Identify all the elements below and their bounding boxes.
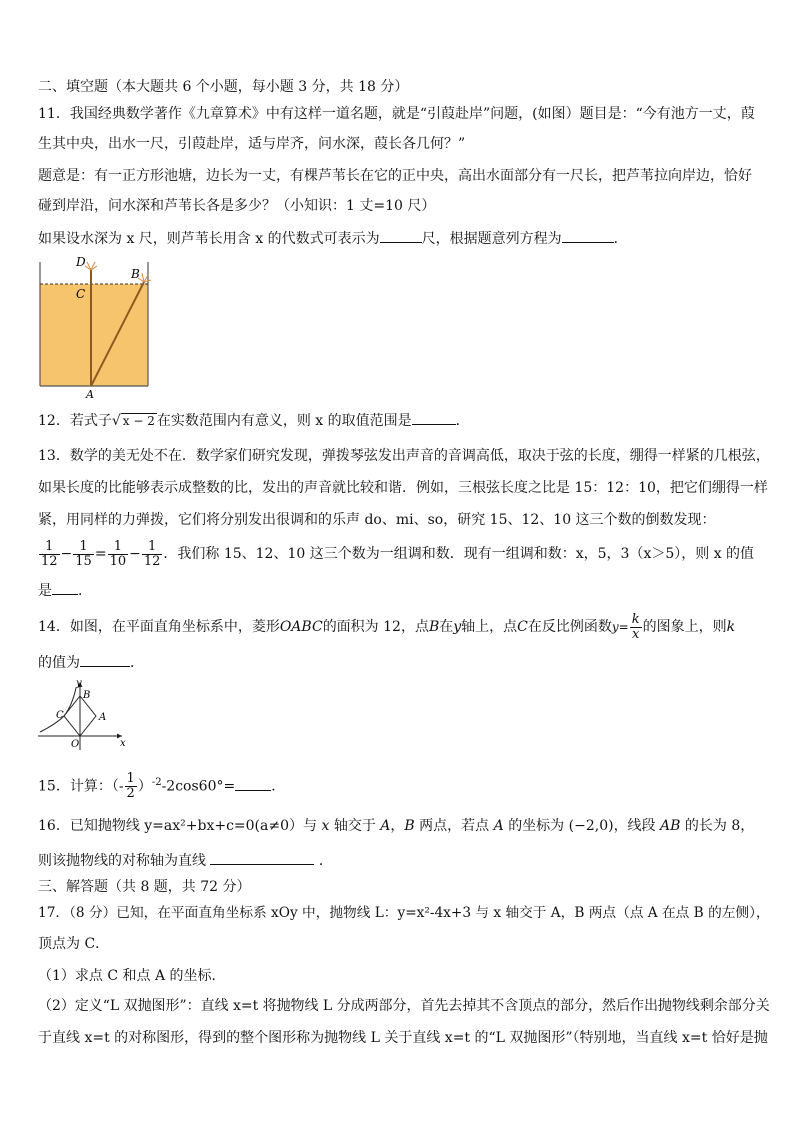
q13-text-4: ．我们称 15、12、10 这三个数为一组调和数．现有一组调和数：x，5，3（x＞5），则 x 的值 xyxy=(163,546,755,562)
reed-top-icon xyxy=(85,262,151,282)
q11-line-4: 碰到岸沿，问水深和芦苇长各是多少？（小知识：1 丈=10 尺） xyxy=(38,198,436,214)
q17-line-4: （2）定义“L 双抛图形”：直线 x=t 将抛物线 L 分成两部分，首先去掉其不含顶点的部分，然后作出抛物线剩余部分关 xyxy=(38,998,770,1014)
label-D: D xyxy=(76,255,86,269)
q15-frac: $\frac{1}{2}$ xyxy=(126,771,135,802)
q13-frac-4: $\frac{1}{12}$ xyxy=(143,538,161,569)
q14-frac-k-over-x: $\frac{k}{x}$ xyxy=(631,611,640,642)
q14-line-1: 14．如图，在平面直角坐标系中，菱形OABC的面积为 12，点B在y轴上，点C在反比例函数y= $\frac{k}{x}$ 的图象上，则k xyxy=(38,611,736,642)
q11-pond-figure xyxy=(36,252,156,400)
q12-text-a: 12．若式子 xyxy=(38,413,112,429)
q14-rhombus-figure xyxy=(36,680,132,752)
section-3-header: 三、解答题（共 8 题，共 72 分） xyxy=(38,879,251,895)
q11-text-c: ． xyxy=(613,231,628,247)
q17-line-3: （1）求点 C 和点 A 的坐标． xyxy=(38,968,226,984)
fig-label-x: x xyxy=(120,738,126,749)
q13-line-5: 是 ． xyxy=(38,580,92,601)
q17-line-1: 17．（8 分）已知，在平面直角坐标系 xOy 中，抛物线 L：y=x²-4x+3 与 x 轴交于 A，B 两点（点 A 在点 B 的左侧）， xyxy=(38,905,770,921)
fig-label-C: C xyxy=(56,710,64,721)
q11-line-2: 生其中央，出水一尺，引葭赴岸，适与岸齐，问水深，葭长各几何？” xyxy=(38,136,466,152)
q14-blank[interactable] xyxy=(80,652,130,667)
q13-line-3: 紧，用同样的力弹拨，它们将分别发出很调和的乐声 do、mi、so，研究 15、12、10 这三个数的倒数发现： xyxy=(38,512,716,528)
q17-line-5: 于直线 x=t 的对称图形，得到的整个图形称为抛物线 L 关于直线 x=t 的“L 双抛图形”（特别地，当直线 x=t 恰好是抛 xyxy=(38,1030,768,1046)
q15-line: 15．计算：（- $\frac{1}{2}$ ）$^{-2}$-2cos60°= ． xyxy=(38,771,286,802)
q16-blank[interactable] xyxy=(210,850,314,865)
q11-line-1: 11．我国经典数学著作《九章算术》中有这样一道名题，就是“引葭赴岸”问题，(如图）题目是：“今有池方一丈，葭 xyxy=(38,106,755,122)
q12-text-c: ． xyxy=(455,413,470,429)
q11-line-3: 题意是：有一正方形池塘，边长为一丈，有棵芦苇长在它的正中央，高出水面部分有一尺长，把芦苇拉向岸边，恰好 xyxy=(38,168,752,184)
q13-frac-1: $\frac{1}{12}$ xyxy=(41,538,58,569)
fig-label-A: A xyxy=(99,712,107,723)
q11-blank-2[interactable] xyxy=(562,228,614,243)
q13-line-4: $\frac{1}{12}$ − $\frac{1}{15}$ = $\frac{1}{10}$ − $\frac{1}{12}$ ．我们称 15、12、10 这三个数为一组调和数．现有一组调和数：x，5，3（x＞5），则 x 的值 xyxy=(41,538,755,569)
q13-line-2: 如果长度的比能够表示成整数的比，发出的声音就比较和谐．例如，三根弦长度之比是 15：12：10，把它们绷得一样 xyxy=(38,480,768,496)
q11-blank-1[interactable] xyxy=(380,228,422,243)
label-A: A xyxy=(86,388,94,400)
q16-line-2: 则该抛物线的对称轴为直线 ． xyxy=(38,850,333,871)
q11-line-5 xyxy=(38,228,628,249)
water-area xyxy=(40,284,148,386)
q12-blank[interactable] xyxy=(412,410,456,425)
q15-blank[interactable] xyxy=(235,776,271,791)
q17-line-2: 顶点为 C． xyxy=(38,936,110,952)
q13-line-1: 13．数学的美无处不在．数学家们研究发现，弹拨琴弦发出声音的音调高低，取决于弦的长度，绷得一样紧的几根弦， xyxy=(38,448,770,464)
q11-text-b: 尺，根据题意列方程为 xyxy=(421,231,562,247)
fig-label-O: O xyxy=(71,739,80,750)
q13-blank[interactable] xyxy=(52,580,78,595)
label-B: B xyxy=(131,267,140,281)
q12-line: 12．若式子√ x − 2 在实数范围内有意义，则 x 的取值范围是 ． xyxy=(38,410,470,431)
q13-frac-3: $\frac{1}{10}$ xyxy=(109,538,127,569)
q13-frac-2: $\frac{1}{15}$ xyxy=(75,538,92,569)
q14-line-2: 的值为 ． xyxy=(38,652,144,673)
q12-radicand: x − 2 xyxy=(122,414,155,428)
label-C: C xyxy=(76,287,86,301)
q11-text-a: 如果设水深为 x 尺，则芦苇长用含 x 的代数式可表示为 xyxy=(38,231,380,247)
q16-line-1: 16．已知抛物线 y=ax²+bx+c=0(a≠0）与 x 轴交于 A，B 两点，若点 A 的坐标为 (−2,0)，线段 AB 的长为 8， xyxy=(38,818,755,834)
fig-label-y: y xyxy=(76,680,82,689)
section-2-header: 二、填空题（本大题共 6 个小题，每小题 3 分，共 18 分） xyxy=(38,79,409,95)
q12-text-b: 在实数范围内有意义，则 x 的取值范围是 xyxy=(156,413,412,429)
fig-label-B: B xyxy=(83,690,91,701)
